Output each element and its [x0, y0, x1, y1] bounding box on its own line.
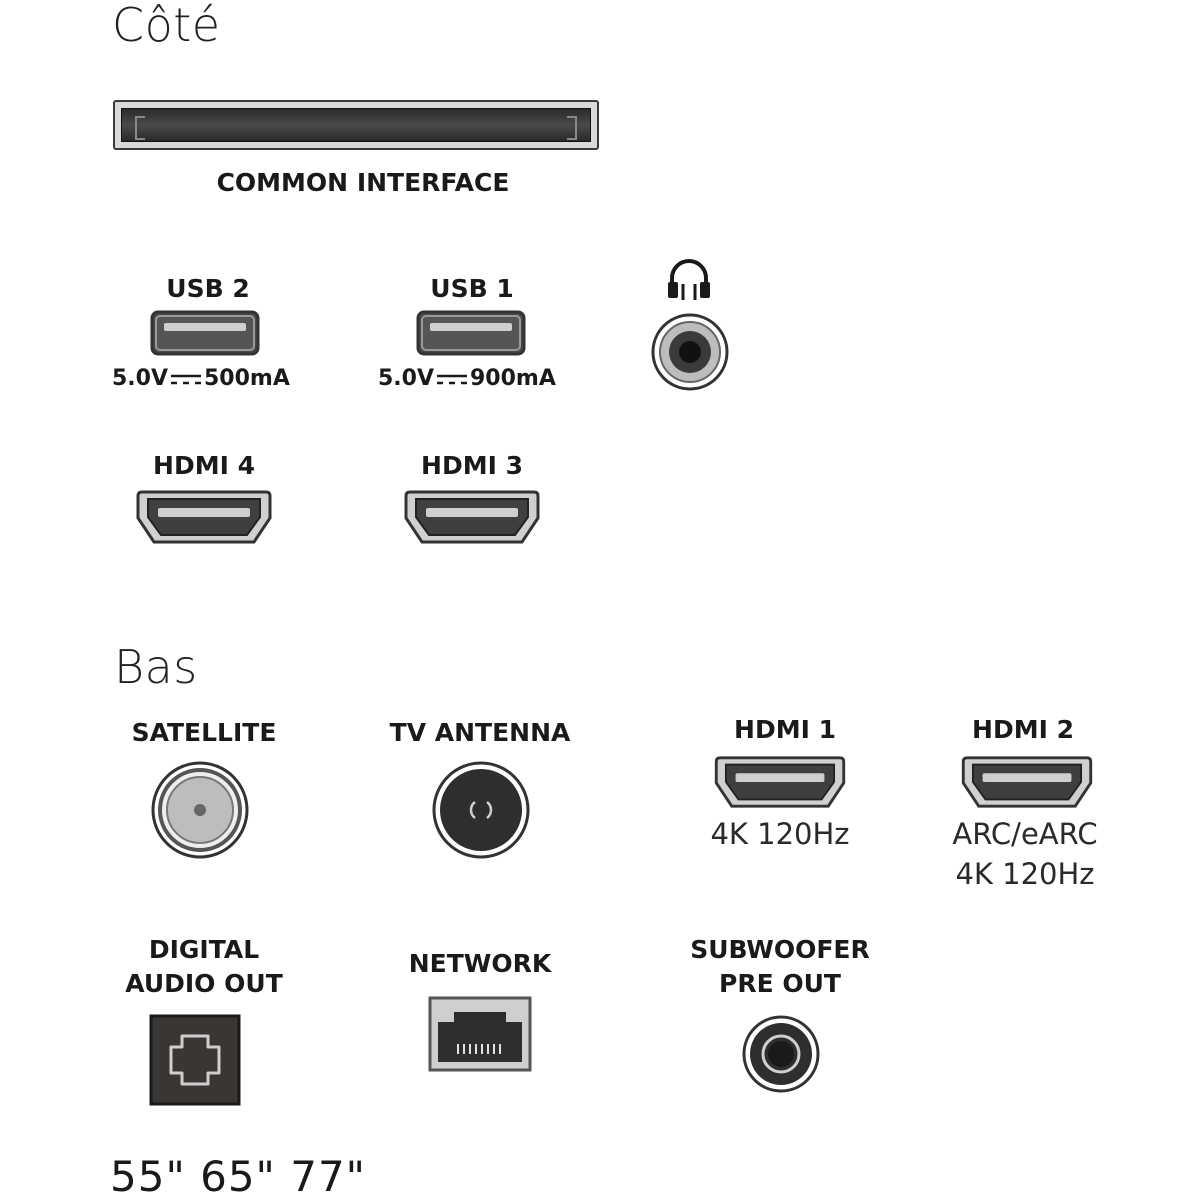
usb2-label: USB 2 [166, 274, 250, 303]
usb1-spec [378, 366, 556, 391]
common-interface-slot [113, 100, 599, 150]
headphone-jack-icon [650, 312, 730, 392]
subwoofer-pre-out-label-line1: SUBWOOFER [690, 935, 870, 964]
hdmi1-label: HDMI 1 [734, 715, 836, 744]
satellite-connector-icon [150, 760, 250, 860]
common-interface-label: COMMON INTERFACE [216, 168, 510, 197]
optical-audio-port-icon [149, 1014, 241, 1106]
hdmi1-spec: 4K 120Hz [710, 817, 850, 851]
usb2-voltage: 5.0V [112, 366, 168, 391]
hdmi1-port-icon [714, 754, 846, 810]
tv-antenna-connector-icon [431, 760, 531, 860]
screen-sizes-text: 55" 65" 77" [110, 1152, 366, 1201]
usb2-spec [112, 366, 290, 391]
digital-audio-out-label-line2: AUDIO OUT [125, 969, 283, 998]
ethernet-port-icon [428, 996, 532, 1072]
usb1-current: 900mA [470, 366, 556, 391]
usb2-port-icon [150, 310, 260, 356]
hdmi2-label: HDMI 2 [972, 715, 1074, 744]
tv-antenna-label: TV ANTENNA [389, 718, 571, 747]
hdmi2-spec-resolution: 4K 120Hz [955, 857, 1095, 891]
headphones-icon [664, 254, 714, 304]
hdmi3-port-icon [404, 488, 540, 546]
hdmi4-port-icon [136, 488, 272, 546]
section-title-side: Côté [112, 0, 221, 52]
digital-audio-out-label-line1: DIGITAL [148, 935, 260, 964]
subwoofer-jack-icon [741, 1014, 821, 1094]
usb1-voltage: 5.0V [378, 366, 434, 391]
network-label: NETWORK [408, 949, 552, 978]
dc-symbol-icon [435, 372, 469, 386]
dc-symbol-icon [169, 372, 203, 386]
hdmi4-label: HDMI 4 [153, 451, 255, 480]
hdmi3-label: HDMI 3 [421, 451, 523, 480]
satellite-label: SATELLITE [131, 718, 277, 747]
subwoofer-pre-out-label-line2: PRE OUT [719, 969, 841, 998]
section-title-bottom: Bas [114, 640, 198, 694]
usb1-port-icon [416, 310, 526, 356]
hdmi2-port-icon [961, 754, 1093, 810]
usb1-label: USB 1 [430, 274, 514, 303]
usb2-current: 500mA [204, 366, 290, 391]
hdmi2-spec-arc: ARC/eARC [952, 817, 1098, 851]
